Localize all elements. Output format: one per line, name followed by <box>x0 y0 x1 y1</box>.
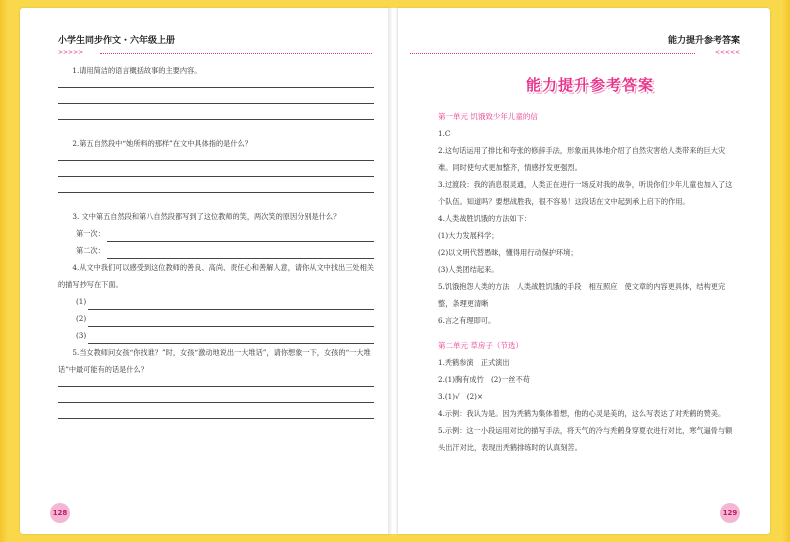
answer-line <box>58 176 374 177</box>
answer-lines-q5 <box>58 386 374 419</box>
header-dotted-line-right <box>410 53 695 54</box>
right-page <box>398 8 770 534</box>
left-page <box>20 8 390 534</box>
answer-line-text: 3.过渡段：我的消息很灵通，人类正在进行一场反对我的战争，听说你们少年儿童也加入了这个队伍。知道吗？要想战胜我，很不容易！这段话在文中起到承上启下的作用。 <box>438 180 733 206</box>
page-number-left: 128 <box>50 503 70 523</box>
page-number-right: 129 <box>720 503 740 523</box>
header-dotted-line-left <box>100 53 372 54</box>
answer-line <box>58 192 374 193</box>
answer-line-text: (3)人类团结起来。 <box>438 265 499 274</box>
question-2: 2.第五自然段中“她所料的那样”在文中具体指的是什么？ <box>72 139 252 148</box>
answer-line <box>58 160 374 161</box>
answer-line-text: 4.示例：我认为是。因为秃鹤为集体着想，他的心灵是美的，这么写表达了对秃鹤的赞美。 <box>438 409 726 418</box>
q3-second-label: 第二次： <box>76 246 105 255</box>
q4-item-2 <box>58 310 374 327</box>
answer-line-text: 5.示例：这一小段运用对比的描写手法，将天气的冷与秃鹤身穿夏衣进行对比，寒气逼骨与额头出汗对比，表现出秃鹤排练时的认真刻苦。 <box>438 426 733 452</box>
exercise-questions <box>58 62 374 434</box>
answers-title: 能力提升参考答案 <box>526 76 655 94</box>
answer-line-text: 6.言之有理即可。 <box>438 316 496 325</box>
answer-line-text: 1.秃鹤参演 正式演出 <box>438 358 510 367</box>
answer-line-text: 2.这句话运用了排比和夸张的修辞手法，形象而具体地介绍了自然灾害给人类带来的巨大灾难。同时使句式更加整齐，情感抒发更强烈。 <box>438 146 726 172</box>
unit1-heading: 第一单元 饥饿致少年儿童的信 <box>438 112 538 121</box>
answer-key <box>438 108 738 456</box>
answer-line <box>58 386 374 387</box>
question-4: 4.从文中我们可以感受到这位教师的善良、高尚、责任心和善解人意，请你从文中找出三处相关的描写抄写在下面。 <box>58 263 374 289</box>
q4-item-label: (3) <box>76 331 87 340</box>
running-head-left: 小学生同步作文・六年级上册 <box>58 36 176 46</box>
question-3: 3. 文中第五自然段和第八自然段都写到了这位教师的笑，两次笑的原因分别是什么？ <box>72 212 341 221</box>
answer-line-text: 5.饥饿抱怨人类的方法 人类战胜饥饿的手段 相互照应 使文章的内容更具体，结构更完整，条理更清晰 <box>438 282 726 308</box>
answer-line <box>58 87 374 88</box>
answer-line <box>58 418 374 419</box>
answer-blank <box>107 248 374 259</box>
arrow-decoration-right: <<<<< <box>714 49 740 56</box>
answer-lines-q2 <box>58 160 374 193</box>
q3-first-label: 第一次： <box>76 229 105 238</box>
answer-blank <box>88 316 374 327</box>
answer-line <box>58 119 374 120</box>
answer-line-text: (2)以文明代替愚昧，懂得用行动保护环境； <box>438 248 578 257</box>
question-1: 1.请用简洁的语言概括故事的主要内容。 <box>72 66 202 75</box>
answer-blank <box>88 299 374 310</box>
answer-line <box>58 402 374 403</box>
arrow-decoration-left: >>>>> <box>58 49 84 56</box>
answer-line-text: (1)大力发展科学； <box>438 231 499 240</box>
answer-blank <box>88 333 374 344</box>
answer-line <box>58 103 374 104</box>
q4-item-label: (1) <box>76 297 87 306</box>
running-head-right: 能力提升参考答案 <box>667 36 740 46</box>
unit2-heading: 第二单元 草房子（节选） <box>438 341 523 350</box>
q4-item-1 <box>58 293 374 310</box>
answer-lines-q1 <box>58 87 374 120</box>
answer-line-text: 3.(1)√ (2)× <box>438 392 484 401</box>
q4-item-label: (2) <box>76 314 87 323</box>
answer-line-text: 1.C <box>438 129 451 138</box>
q3-second-line <box>58 242 374 259</box>
q4-item-3 <box>58 327 374 344</box>
answer-line-text: 4.人类战胜饥饿的方法如下： <box>438 214 532 223</box>
answer-line-text: 2.(1)胸有成竹 (2)一丝不苟 <box>438 375 530 384</box>
answer-blank <box>107 231 374 242</box>
question-5: 5.当女教师问女孩“你找谁？”时，女孩“激动地说出一大堆话”，请你想象一下，女孩的“一大堆话”中最可能有的话是什么？ <box>58 348 371 374</box>
q3-first-line <box>58 225 374 242</box>
